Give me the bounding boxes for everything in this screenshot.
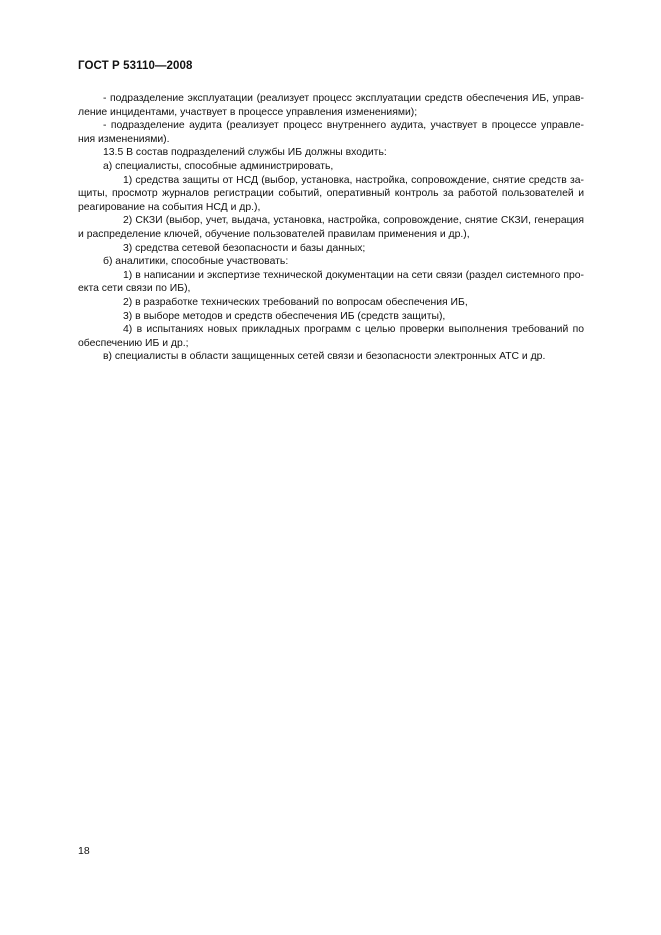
list-item-continuation: щиты, просмотр журналов регистрации событий, оперативный контроль за работой пользователей и <box>78 188 584 200</box>
list-item: 1) в написании и экспертизе технической документации на сети связи (раздел системного про- <box>123 269 584 281</box>
list-item: а) специалисты, способные администрировать, <box>103 160 334 172</box>
document-header: ГОСТ Р 53110—2008 <box>78 60 193 72</box>
list-item-continuation: реагирование на события НСД и др.), <box>78 201 261 213</box>
list-item: 3) средства сетевой безопасности и базы данных; <box>123 242 366 254</box>
list-item: 3) в выборе методов и средств обеспечения ИБ (средств защиты), <box>123 310 446 322</box>
paragraph-line: - подразделение эксплуатации (реализует процесс эксплуатации средств обеспечения ИБ, управ- <box>103 93 584 104</box>
list-item: 1) средства защиты от НСД (выбор, установка, настройка, сопровождение, снятие средств за- <box>123 174 584 186</box>
document-body <box>78 92 584 364</box>
list-item: 2) СКЗИ (выбор, учет, выдача, установка, настройка, сопровождение, снятие СКЗИ, генерация <box>123 215 584 227</box>
paragraph-line: ление инцидентами, участвует в процессе управления изменениями); <box>78 106 418 118</box>
list-item: 4) в испытаниях новых прикладных программ с целью проверки выполнения требований по <box>123 324 584 336</box>
paragraph-line: - подразделение аудита (реализует процесс внутреннего аудита, участвует в процессе управле- <box>103 120 584 132</box>
paragraph-line: ния изменениями). <box>78 133 170 145</box>
page-number: 18 <box>78 845 90 857</box>
list-item-continuation: обеспечению ИБ и др.; <box>78 337 189 349</box>
list-item: 2) в разработке технических требований по вопросам обеспечения ИБ, <box>123 296 468 308</box>
section-heading: 13.5 В состав подразделений службы ИБ должны входить: <box>103 147 387 159</box>
list-item-continuation: и распределение ключей, обучение пользователей правилам применения и др.), <box>78 228 470 240</box>
list-item-continuation: екта сети связи по ИБ), <box>78 283 191 295</box>
list-item: в) специалисты в области защищенных сетей связи и безопасности электронных АТС и др. <box>103 351 546 363</box>
list-item: б) аналитики, способные участвовать: <box>103 256 289 268</box>
